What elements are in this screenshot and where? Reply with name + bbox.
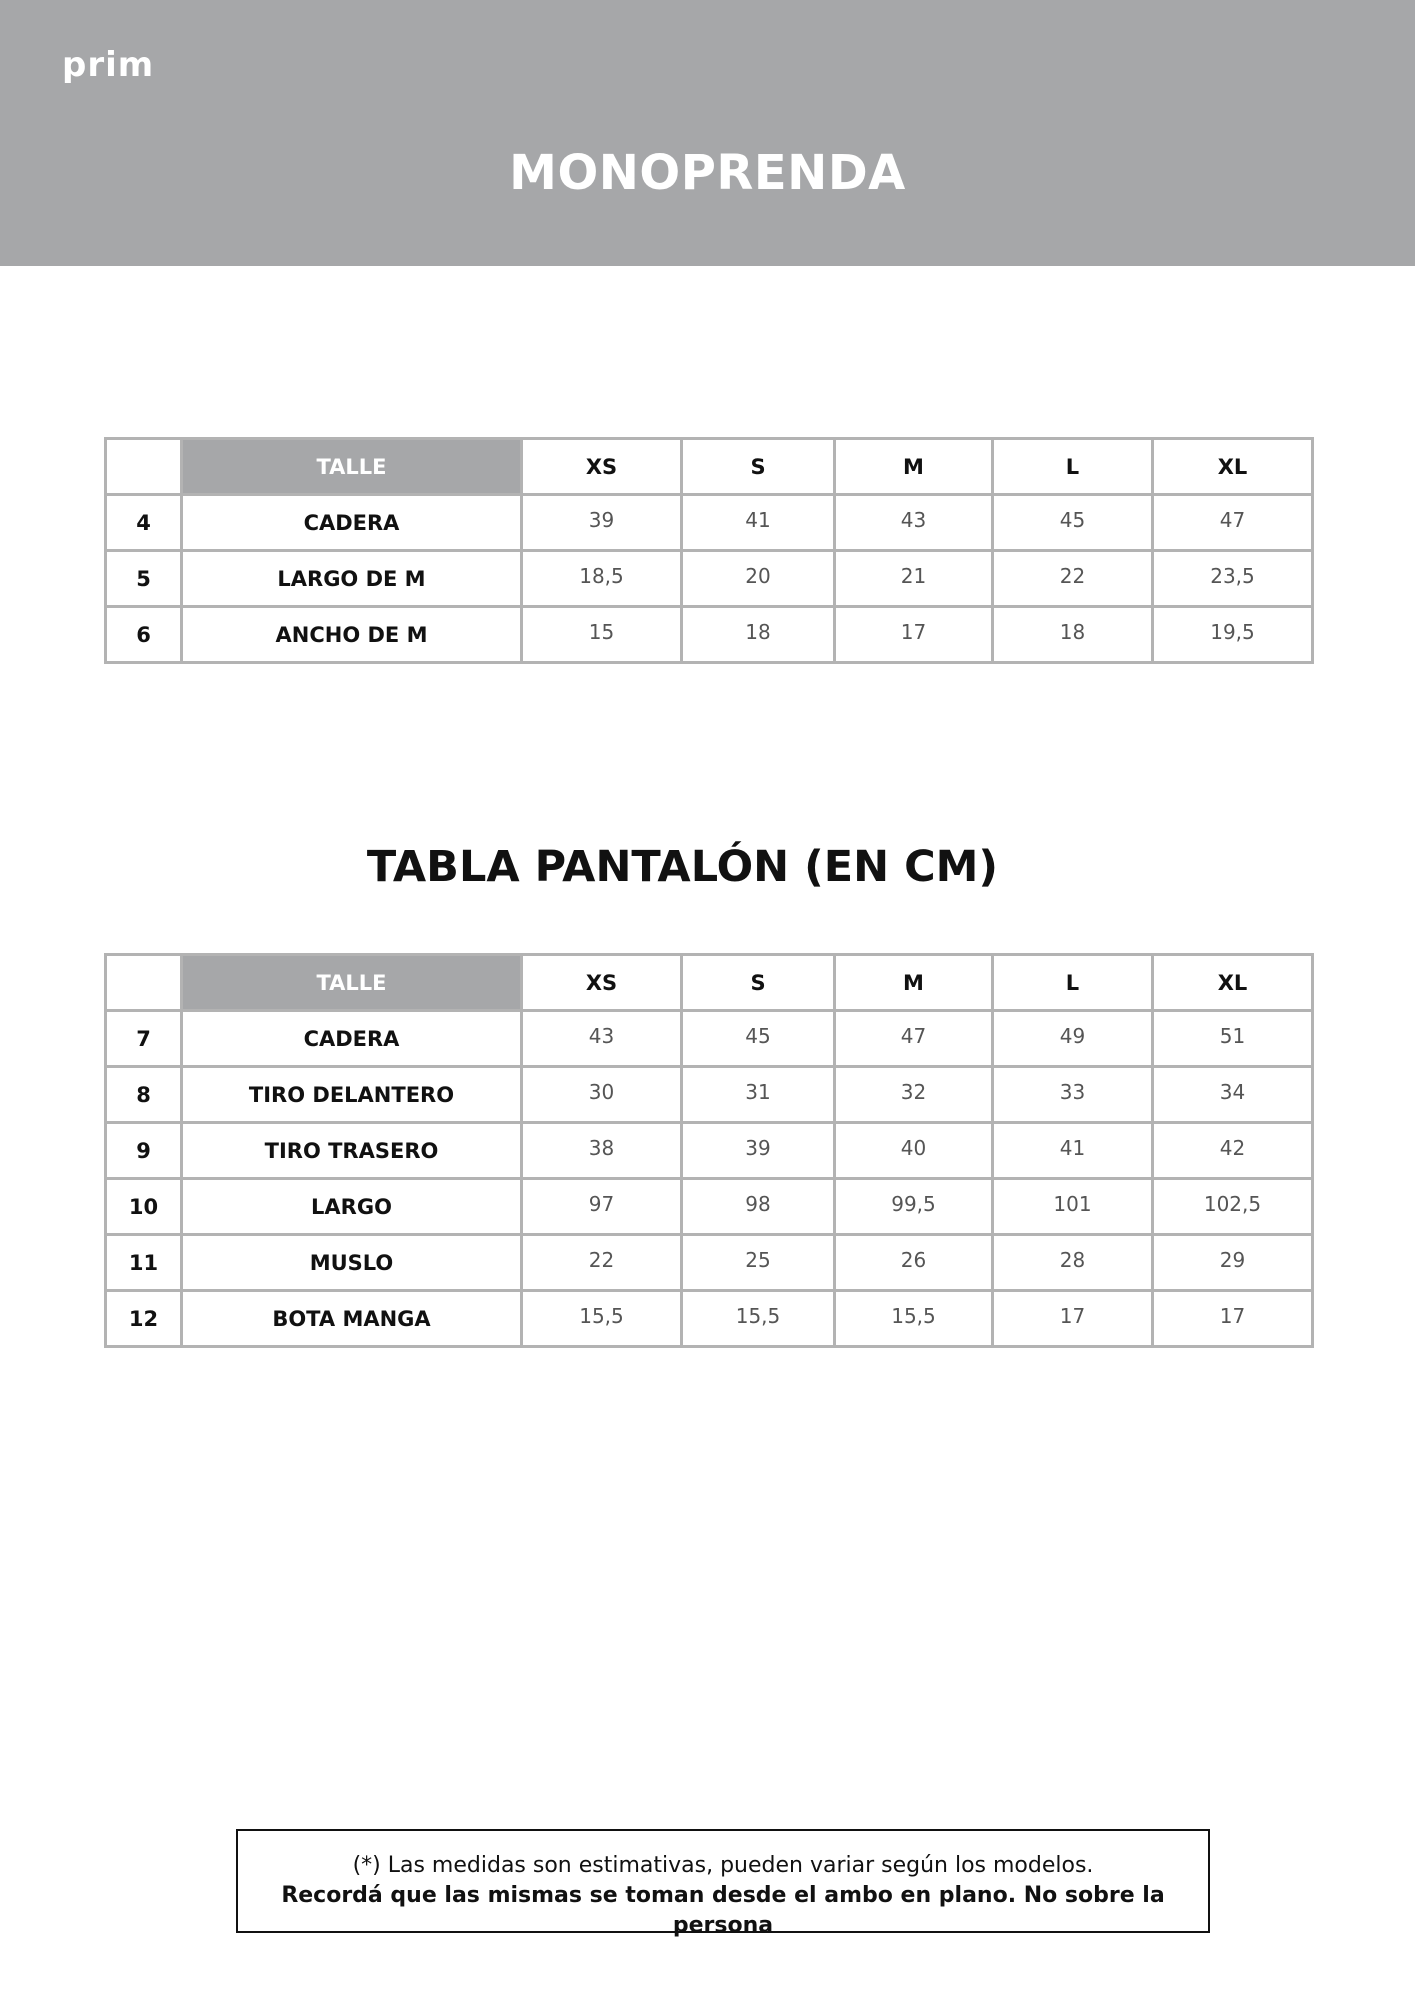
measurement-cell: 15,5 — [835, 1291, 993, 1347]
measurement-cell: 39 — [682, 1123, 835, 1179]
disclaimer-note — [236, 1829, 1210, 1938]
measurement-cell: 38 — [522, 1123, 682, 1179]
column-header-size: L — [993, 439, 1153, 495]
measurement-cell: 45 — [993, 495, 1153, 551]
row-number: 11 — [106, 1235, 182, 1291]
row-number: 10 — [106, 1179, 182, 1235]
table-row — [106, 1291, 1313, 1347]
measurement-cell: 18 — [993, 607, 1153, 663]
row-label: LARGO DE M — [182, 551, 522, 607]
measurement-cell: 34 — [1153, 1067, 1313, 1123]
row-number: 12 — [106, 1291, 182, 1347]
row-number: 7 — [106, 1011, 182, 1067]
column-header-talle: TALLE — [182, 439, 522, 495]
measurement-cell: 41 — [993, 1123, 1153, 1179]
row-label: ANCHO DE M — [182, 607, 522, 663]
measurement-cell: 22 — [522, 1235, 682, 1291]
measurement-cell: 21 — [835, 551, 993, 607]
measurement-cell: 26 — [835, 1235, 993, 1291]
column-header-size: S — [682, 955, 835, 1011]
table-row — [106, 1123, 1313, 1179]
measurement-cell: 18,5 — [522, 551, 682, 607]
column-header-size: XS — [522, 955, 682, 1011]
column-header-size: S — [682, 439, 835, 495]
column-header-size: M — [835, 955, 993, 1011]
measurement-cell: 98 — [682, 1179, 835, 1235]
measurement-cell: 99,5 — [835, 1179, 993, 1235]
measurement-cell: 33 — [993, 1067, 1153, 1123]
measurement-cell: 40 — [835, 1123, 993, 1179]
column-header-size: L — [993, 955, 1153, 1011]
column-header-talle: TALLE — [182, 955, 522, 1011]
measurement-cell: 25 — [682, 1235, 835, 1291]
measurement-cell: 17 — [835, 607, 993, 663]
row-label: LARGO — [182, 1179, 522, 1235]
table-row — [106, 551, 1313, 607]
row-number: 8 — [106, 1067, 182, 1123]
row-label: TIRO DELANTERO — [182, 1067, 522, 1123]
measurement-cell: 23,5 — [1153, 551, 1313, 607]
note-measure-text: Recordá que las mismas se toman desde el ambo en plano. No sobre la persona — [281, 1883, 1165, 1938]
measurement-cell: 17 — [993, 1291, 1153, 1347]
measurement-cell: 39 — [522, 495, 682, 551]
column-header-size: XS — [522, 439, 682, 495]
column-header-size: M — [835, 439, 993, 495]
column-header-size: XL — [1153, 955, 1313, 1011]
table-row — [106, 1011, 1313, 1067]
row-number: 6 — [106, 607, 182, 663]
row-label: BOTA MANGA — [182, 1291, 522, 1347]
header-banner — [0, 0, 1415, 266]
row-label: CADERA — [182, 495, 522, 551]
measurement-cell: 43 — [835, 495, 993, 551]
measurement-cell: 18 — [682, 607, 835, 663]
size-table-pantalon — [104, 953, 1314, 1348]
table-row — [106, 607, 1313, 663]
measurement-cell: 32 — [835, 1067, 993, 1123]
table-row — [106, 1067, 1313, 1123]
row-label: CADERA — [182, 1011, 522, 1067]
measurement-cell: 30 — [522, 1067, 682, 1123]
measurement-cell: 51 — [1153, 1011, 1313, 1067]
corner-cell — [106, 439, 182, 495]
row-number: 5 — [106, 551, 182, 607]
measurement-cell: 49 — [993, 1011, 1153, 1067]
table-row — [106, 495, 1313, 551]
table-header-row — [106, 439, 1313, 495]
measurement-cell: 31 — [682, 1067, 835, 1123]
measurement-cell: 102,5 — [1153, 1179, 1313, 1235]
row-label: MUSLO — [182, 1235, 522, 1291]
size-table-monoprenda — [104, 437, 1314, 664]
column-header-size: XL — [1153, 439, 1313, 495]
measurement-cell: 42 — [1153, 1123, 1313, 1179]
measurement-cell: 19,5 — [1153, 607, 1313, 663]
table-row — [106, 1179, 1313, 1235]
measurement-cell: 47 — [1153, 495, 1313, 551]
measurement-cell: 43 — [522, 1011, 682, 1067]
measurement-cell: 15,5 — [522, 1291, 682, 1347]
corner-cell — [106, 955, 182, 1011]
measurement-cell: 47 — [835, 1011, 993, 1067]
measurement-cell: 29 — [1153, 1235, 1313, 1291]
measurement-cell: 97 — [522, 1179, 682, 1235]
row-number: 9 — [106, 1123, 182, 1179]
page-title: MONOPRENDA — [509, 145, 906, 201]
measurement-cell: 17 — [1153, 1291, 1313, 1347]
brand-logo: prim — [62, 45, 155, 85]
measurement-cell: 15 — [522, 607, 682, 663]
pants-table-title: TABLA PANTALÓN (EN CM) — [366, 842, 999, 892]
table-header-row — [106, 955, 1313, 1011]
note-estimate-text: (*) Las medidas son estimativas, pueden variar según los modelos. — [352, 1853, 1094, 1878]
row-label: TIRO TRASERO — [182, 1123, 522, 1179]
measurement-cell: 101 — [993, 1179, 1153, 1235]
measurement-cell: 45 — [682, 1011, 835, 1067]
table-row — [106, 1235, 1313, 1291]
measurement-cell: 28 — [993, 1235, 1153, 1291]
measurement-cell: 15,5 — [682, 1291, 835, 1347]
measurement-cell: 22 — [993, 551, 1153, 607]
row-number: 4 — [106, 495, 182, 551]
measurement-cell: 20 — [682, 551, 835, 607]
measurement-cell: 41 — [682, 495, 835, 551]
